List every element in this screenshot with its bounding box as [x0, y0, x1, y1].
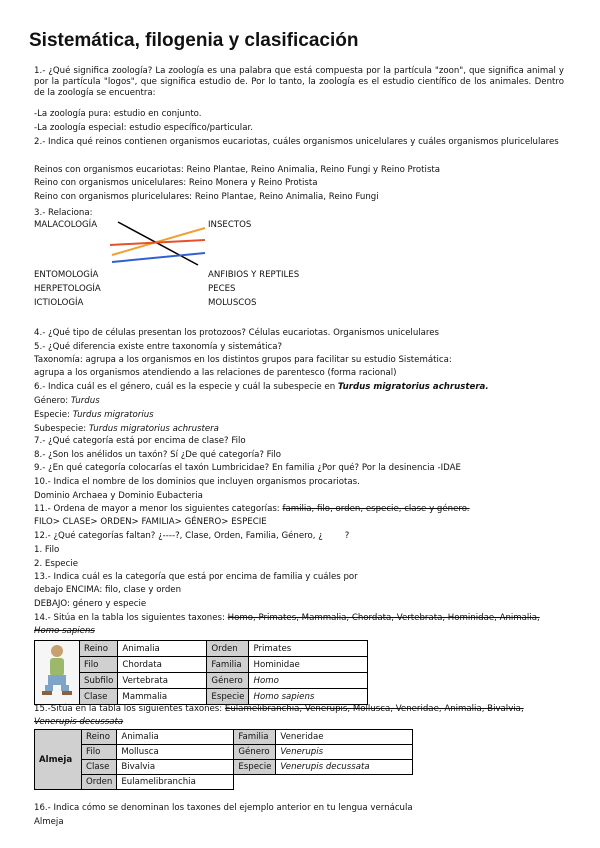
- q15-animal: Almeja: [35, 730, 82, 790]
- q11-line: 11.- Ordena de mayor a menor los siguientes categorías: familia, filo, orden, especie, clase y género.: [34, 504, 470, 514]
- q11-struck: familia, filo, orden, especie, clase y género.: [282, 504, 470, 514]
- q3-right-4: MOLUSCOS: [208, 298, 257, 308]
- q6-genus: Género: Turdus: [34, 396, 100, 406]
- q13-answer-1: debajo ENCIMA: filo, clase y orden: [34, 585, 182, 595]
- table-row: Reino Animalia Orden Primates: [35, 641, 368, 657]
- q3-left-1: MALACOLOGÍA: [34, 220, 98, 230]
- q5-answer-1: Taxonomía: agrupa a los organismos en los distintos grupos para facilitar su estudio Sistemática:: [34, 355, 452, 365]
- q14-table: [34, 640, 368, 705]
- q12-answer-1: 1. Filo: [34, 545, 60, 555]
- q14-struck-1: Homo, Primates, Mammalia, Chordata, Vertebrata, Hominidae, Animalia,: [227, 613, 540, 623]
- q2-answer-1: Reinos con organismos eucariotas: Reino Plantae, Reino Animalia, Reino Fungi y Reino Protista: [34, 165, 441, 175]
- q1-pura: -La zoología pura: estudio en conjunto.: [34, 109, 202, 119]
- q3-left-4: ICTIOLOGÍA: [34, 298, 84, 308]
- q6-subspecies: Subespecie: Turdus migratorius achrustera: [34, 424, 219, 434]
- q14-line: 14.- Sitúa en la tabla los siguientes taxones: Homo, Primates, Mammalia, Chordata, Vertebrata, Hominidae, Animalia,: [34, 613, 540, 623]
- q6-text: 6.- Indica cuál es el género, cuál es la especie y cuál la subespecie en: [34, 382, 336, 392]
- q2-answer-3: Reino con organismos pluricelulares: Reino Plantae, Reino Animalia, Reino Fungi: [34, 192, 379, 202]
- q3-right-2: ANFIBIOS Y REPTILES: [208, 270, 300, 280]
- table-row: Almeja Reino Animalia Familia Veneridae: [35, 730, 413, 745]
- table-row: Subfilo Vertebrata Género Homo: [35, 673, 368, 689]
- q3-right-1: INSECTOS: [208, 220, 252, 230]
- q5-answer-2: agrupa a los organismos atendiendo a las relaciones de parentesco (forma racional): [34, 368, 397, 378]
- q6-species-answer: Especie: Turdus migratorius: [34, 410, 154, 420]
- table-row: Filo Mollusca Género Venerupis: [35, 745, 413, 760]
- q6-line: [34, 382, 489, 393]
- q10-answer: Dominio Archaea y Dominio Eubacteria: [34, 491, 203, 501]
- q7-text: 7.- ¿Qué categoría está por encima de clase? Filo: [34, 436, 246, 446]
- q12-line: 12.- ¿Qué categorías faltan? ¿----?, Clase, Orden, Familia, Género, ¿ ?: [34, 531, 350, 541]
- table-row: Orden Eulamelibranchia: [35, 775, 413, 790]
- q1-text: 1.- ¿Qué significa zoología? La zoología es una palabra que está compuesta por la partícula "zoon", que significa animal y por la partícula "logos", que significa estudio de. Por lo tanto, la zoología es el estudio científico de los animales. Dentro de la zoología se encuentra:: [34, 66, 564, 98]
- q2-answer-2: Reino con organismos unicelulares: Reino Monera y Reino Protista: [34, 178, 318, 188]
- q2-text: 2.- Indica qué reinos contienen organismos eucariotas, cuáles organismos unicelulares y cuáles organismos pluricelulares: [34, 137, 559, 147]
- q14-struck-2: Homo sapiens: [34, 626, 95, 636]
- q5-text: 5.- ¿Qué diferencia existe entre taxonomía y sistemática?: [34, 342, 283, 352]
- q9-text: 9.- ¿En qué categoría colocarías el taxón Lumbricidae? En familia ¿Por qué? Por la desinencia -IDAE: [34, 463, 461, 473]
- q16-answer: Almeja: [34, 817, 64, 827]
- q3-left-2: ENTOMOLOGÍA: [34, 270, 99, 280]
- q1-especial: -La zoología especial: estudio específico/particular.: [34, 123, 253, 133]
- q11-answer: FILO> CLASE> ORDEN> FAMILIA> GÉNERO> ESPECIE: [34, 517, 267, 527]
- q13-text: 13.- Indica cuál es la categoría que está por encima de familia y cuáles por: [34, 572, 358, 582]
- human-figure: [35, 641, 80, 705]
- q12-answer-2: 2. Especie: [34, 559, 78, 569]
- q3-right-3: PECES: [208, 284, 236, 294]
- table-row: Clase Mammalia Especie Homo sapiens: [35, 689, 368, 705]
- q15-table: [34, 729, 413, 790]
- q3-left-3: HERPETOLOGÍA: [34, 284, 101, 294]
- q3-heading: 3.- Relaciona:: [34, 208, 93, 218]
- table-row: Clase Bivalvia Especie Venerupis decussata: [35, 760, 413, 775]
- page-title: Sistemática, filogenia y clasificación: [29, 30, 359, 51]
- q16-text: 16.- Indica cómo se denominan los taxones del ejemplo anterior en tu lengua vernácula: [34, 803, 413, 813]
- q4-text: 4.- ¿Qué tipo de células presentan los protozoos? Células eucariotas. Organismos unicelulares: [34, 328, 440, 338]
- person-icon: [35, 641, 79, 701]
- q15-struck-1: Eulamelibranchia, Venerupis, Mollusca, Veneridae, Animalia, Bivalvia,: [224, 704, 524, 714]
- q13-answer-2: DEBAJO: género y especie: [34, 599, 147, 609]
- table-row: Filo Chordata Familia Hominidae: [35, 657, 368, 673]
- q15-line: 15.-Sitúa en la tabla los siguientes taxones: Eulamelibranchia, Venerupis, Mollusca, Veneridae, Animalia, Bivalvia,: [34, 704, 524, 714]
- q10-text: 10.- Indica el nombre de los dominios que incluyen organismos procariotas.: [34, 477, 360, 487]
- q6-species: Turdus migratorius achrustera.: [337, 382, 489, 392]
- q15-struck-2: Venerupis decussata: [34, 717, 124, 727]
- q8-text: 8.- ¿Son los anélidos un taxón? Sí ¿De qué categoría? Filo: [34, 450, 281, 460]
